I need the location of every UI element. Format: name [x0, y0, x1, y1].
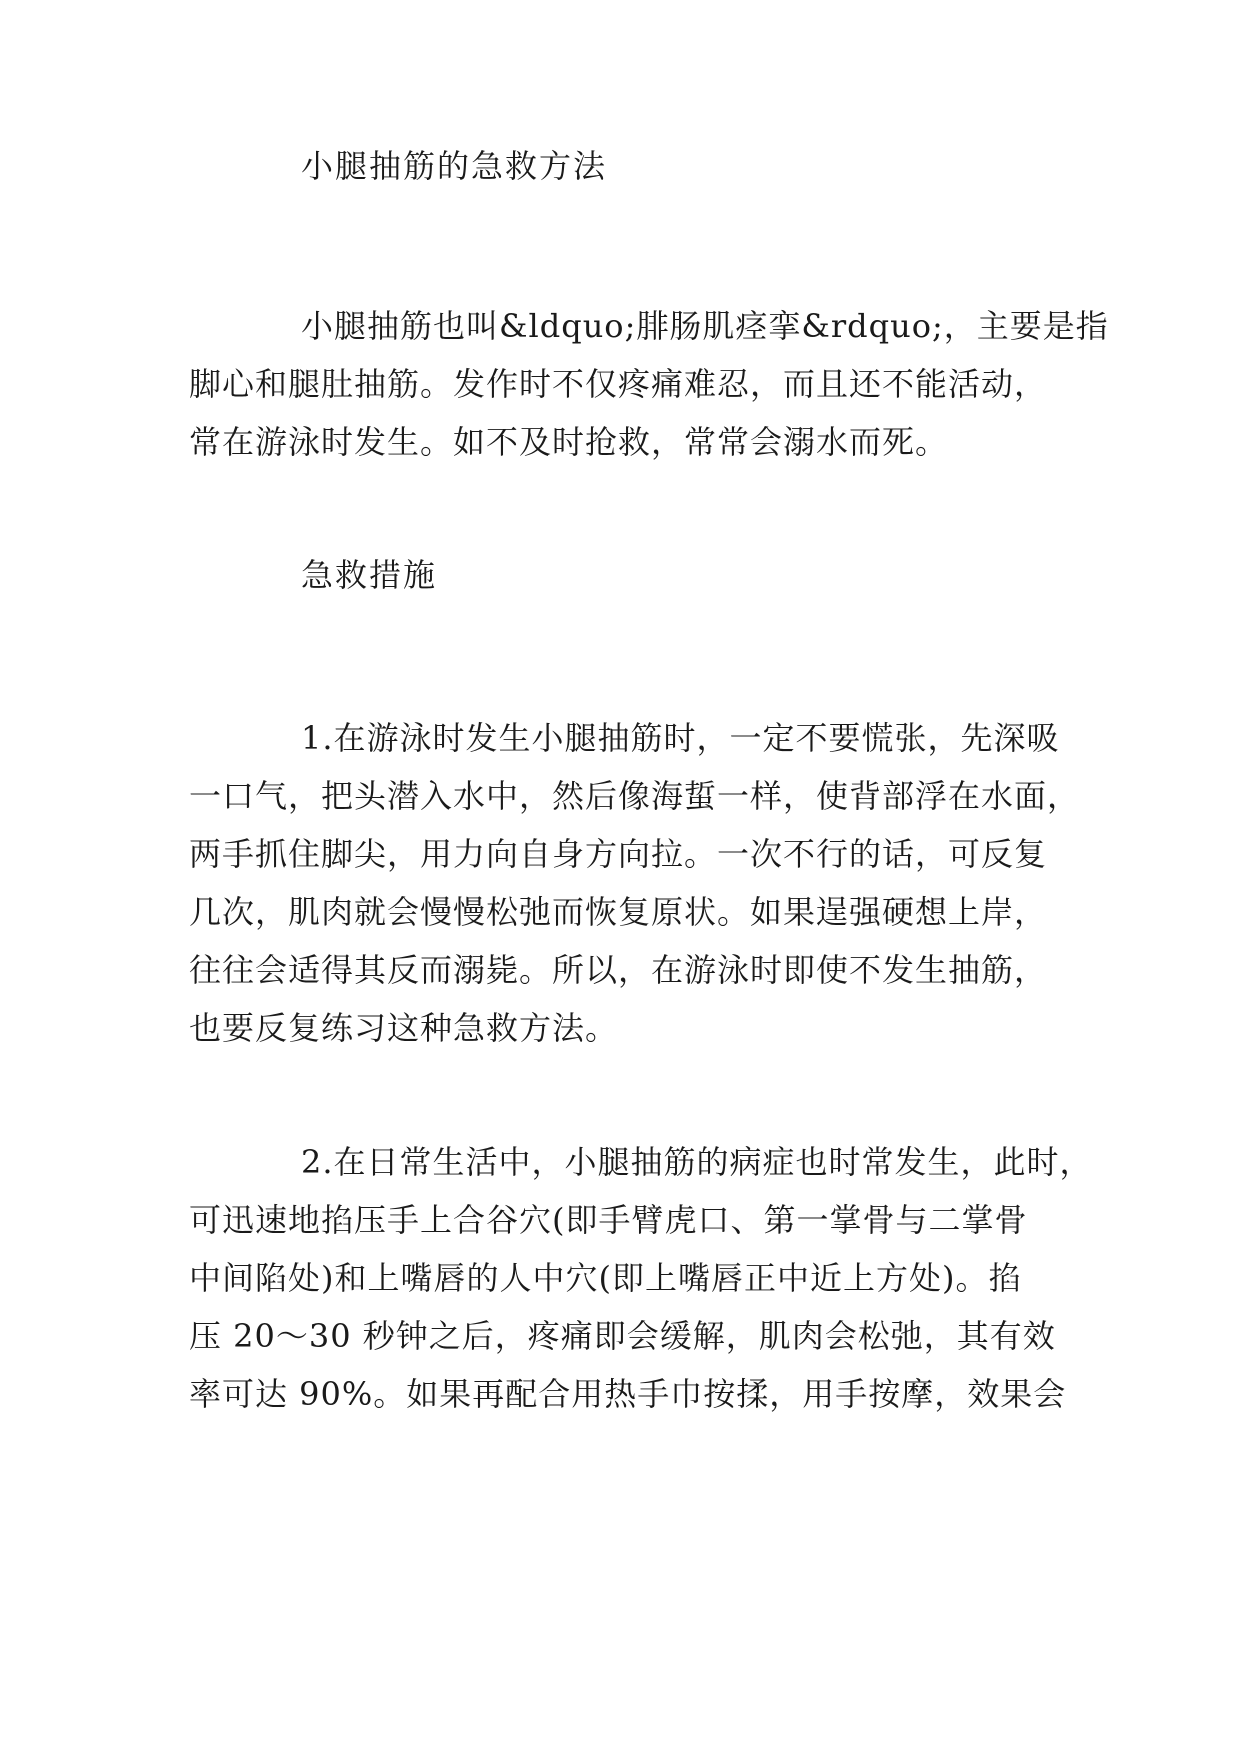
paragraph-line: 两手抓住脚尖，用力向自身方向拉。一次不行的话，可反复	[189, 835, 1048, 873]
item-1-paragraph	[189, 709, 1081, 1057]
paragraph-line: 中间陷处)和上嘴唇的人中穴(即上嘴唇正中近上方处)。掐	[189, 1259, 1022, 1297]
section-heading: 急救措施	[301, 556, 438, 594]
document-title: 小腿抽筋的急救方法	[301, 147, 608, 185]
paragraph-line: 率可达 90%。如果再配合用热手巾按揉，用手按摩，效果会	[189, 1375, 1067, 1413]
paragraph-line: 压 20～30 秒钟之后，疼痛即会缓解，肌肉会松弛，其有效	[189, 1317, 1056, 1355]
item-2-paragraph	[189, 1133, 1093, 1423]
paragraph-line: 脚心和腿肚抽筋。发作时不仅疼痛难忍，而且还不能活动，	[189, 365, 1048, 403]
paragraph-line: 几次，肌肉就会慢慢松弛而恢复原状。如果逞强硬想上岸，	[189, 893, 1048, 931]
paragraph-line: 可迅速地掐压手上合谷穴(即手臂虎口、第一掌骨与二掌骨	[189, 1201, 1028, 1239]
paragraph-line: 也要反复练习这种急救方法。	[189, 1009, 619, 1047]
document-title-block	[189, 137, 1069, 195]
paragraph-line: 1.在游泳时发生小腿抽筋时，一定不要慌张，先深吸	[301, 719, 1060, 757]
section-heading-block	[189, 546, 1069, 604]
intro-paragraph	[189, 297, 1109, 471]
paragraph-line: 一口气，把头潜入水中，然后像海蜇一样，使背部浮在水面，	[189, 777, 1081, 815]
paragraph-line: 往往会适得其反而溺毙。所以，在游泳时即使不发生抽筋，	[189, 951, 1048, 989]
paragraph-line: 2.在日常生活中，小腿抽筋的病症也时常发生，此时，	[301, 1143, 1093, 1181]
paragraph-line: 常在游泳时发生。如不及时抢救，常常会溺水而死。	[189, 423, 949, 461]
paragraph-line: 小腿抽筋也叫&ldquo;腓肠肌痉挛&rdquo;，主要是指	[301, 307, 1109, 345]
